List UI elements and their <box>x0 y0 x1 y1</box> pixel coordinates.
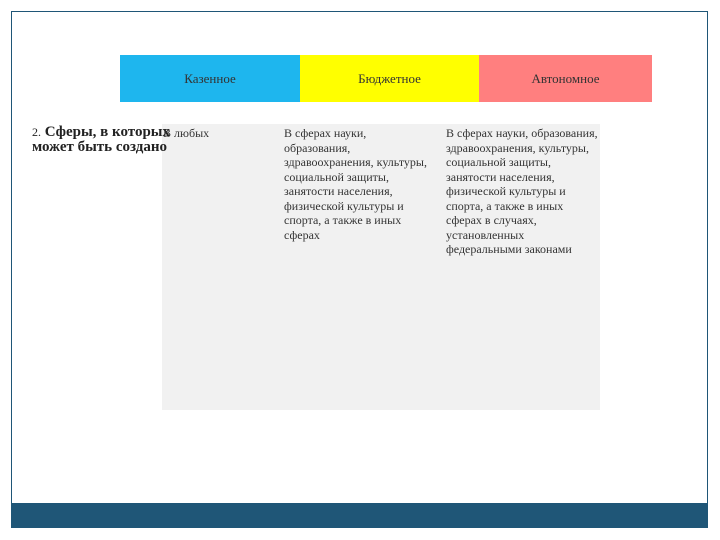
header-kazennoe: Казенное <box>120 55 300 102</box>
cell-autonomous: В сферах науки, образования, здравоохранения, культуры, социальной защиты, занятости населения, физической культуры и спорта, а также в иных сферах в случаях, установленных федеральными законами <box>446 126 598 256</box>
cell-kazennoe: В любых <box>163 126 210 140</box>
row-number: 2. <box>32 125 41 139</box>
header-budget: Бюджетное <box>300 55 479 102</box>
row-label <box>32 125 172 155</box>
footer-bar <box>11 503 708 528</box>
cell-budget: В сферах науки, образования, здравоохранения, культуры, социальной защиты, занятости населения, физической культуры и спорта, а также в иных сферах <box>284 126 427 242</box>
header-autonomous: Автономное <box>479 55 652 102</box>
row-label-text: Сферы, в которых может быть создано <box>32 124 170 155</box>
